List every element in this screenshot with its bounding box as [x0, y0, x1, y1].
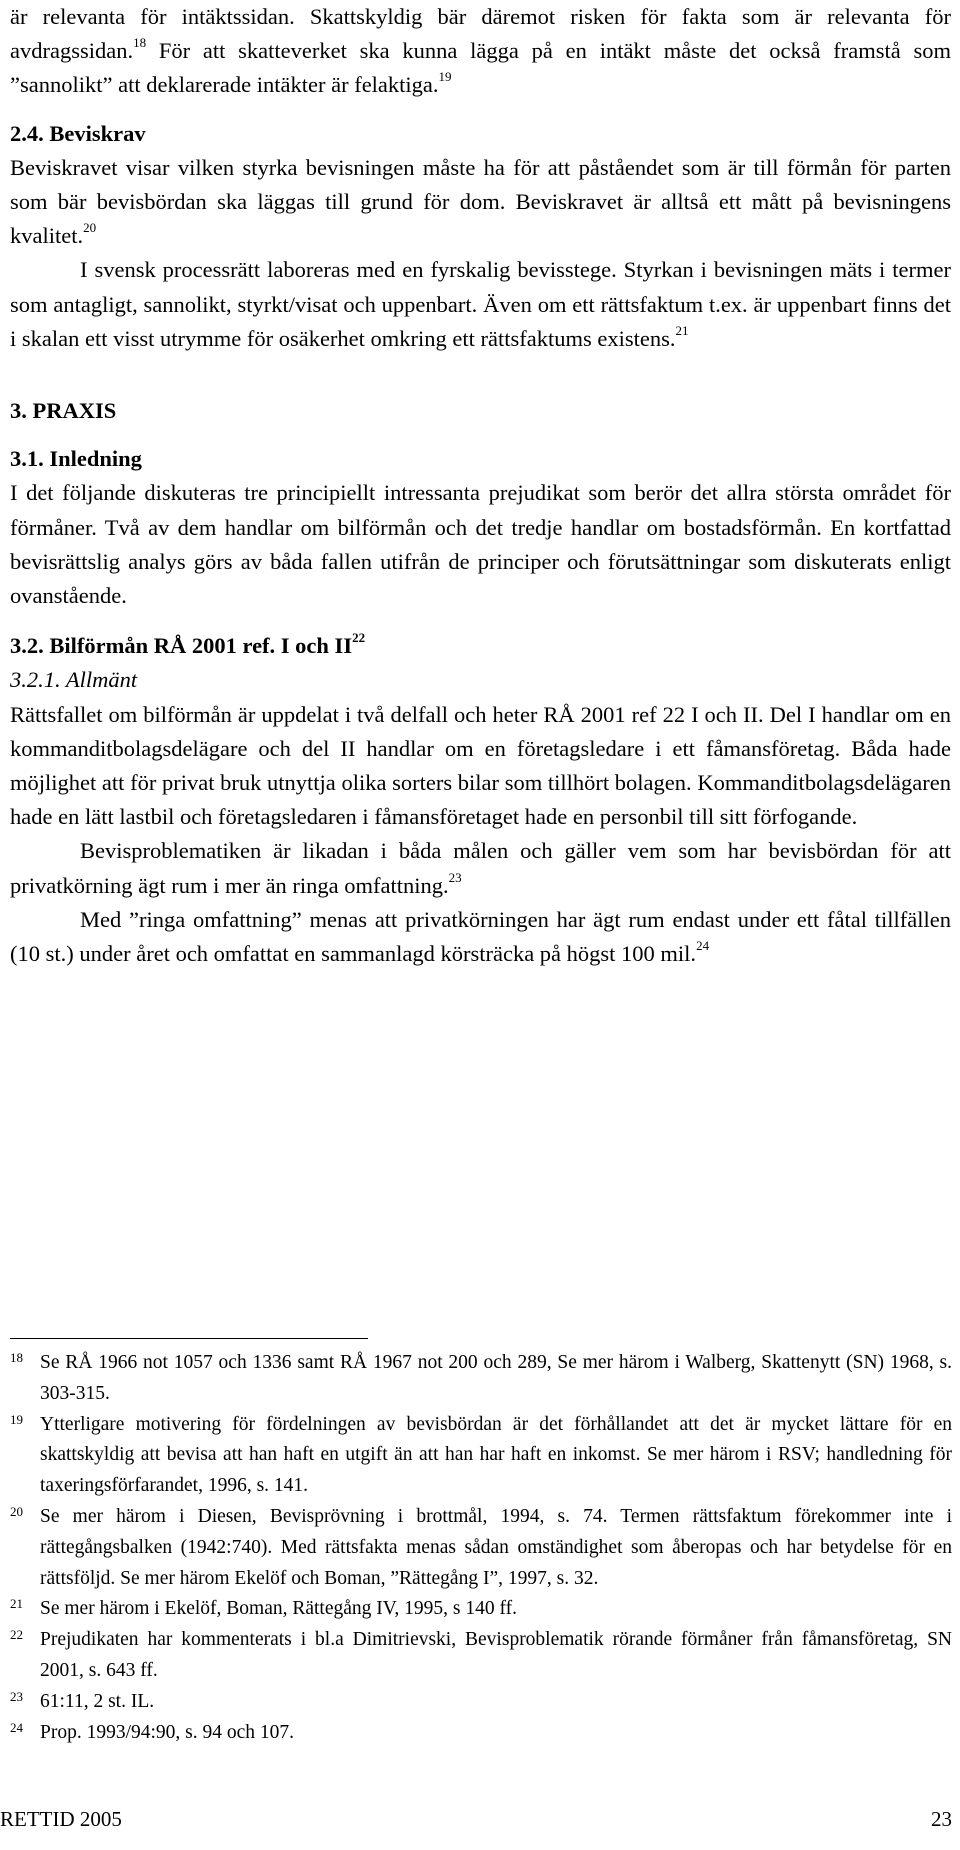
- footnote-text: Ytterligare motivering för fördelningen av bevisbördan är det förhållandet att det är mycket lättare för en skattskyldig att bevisa att han haft en utgift än att han har haft en inkomst. Se mer härom i RSV; handledning för taxeringsförfarandet, 1996, s. 141.: [40, 1413, 952, 1497]
- bevisstege-text: I svensk processrätt laboreras med en fyrskalig bevisstege. Styrkan i bevisningen mäts i termer som antagligt, sannolikt, styrkt/visat och uppenbart. Även om ett rättsfaktum t.ex. är uppenbart finns det i skalan ett visst utrymme för osäkerhet omkring ett rättsfaktums existens.: [10, 257, 951, 351]
- footnote-text: Se mer härom i Ekelöf, Boman, Rättegång IV, 1995, s 140 ff.: [40, 1598, 517, 1620]
- footnote-ref-24[interactable]: 24: [696, 938, 710, 954]
- footnotes-section: [10, 1348, 952, 1748]
- bevisproblematik-text: Bevisproblematiken är likadan i båda målen och gäller vem som har bevisbördan för att privatkörning ägt rum i mer än ringa omfattning.: [10, 838, 951, 898]
- footnote-number: 21: [10, 1596, 23, 1612]
- footnote-number: 24: [10, 1719, 23, 1735]
- footnote-19: [10, 1410, 952, 1502]
- footnote-ref-21[interactable]: 21: [675, 322, 689, 338]
- page-footer: [0, 1804, 952, 1834]
- beviskrav-text: Beviskravet visar vilken styrka bevisningen måste ha för att påståendet som är till förmån för parten som bär bevisbördan ska läggas till grund för dom. Beviskravet är alltså ett mått på bevisningens kvalitet.: [10, 154, 951, 249]
- footnote-text: Prop. 1993/94:90, s. 94 och 107.: [40, 1721, 295, 1743]
- footnote-ref-23[interactable]: 23: [448, 869, 462, 885]
- bevisstege-paragraph: [10, 253, 951, 356]
- intro-text-continued: För att skatteverket ska kunna lägga på en intäkt måste det också framstå som ”sannolikt” att deklarerade intäkter är felaktiga.: [10, 38, 951, 98]
- footnote-number: 22: [10, 1627, 23, 1643]
- section-heading-3-2: [10, 629, 951, 663]
- footnote-ref-22[interactable]: 22: [352, 630, 366, 646]
- footnote-number: 18: [10, 1350, 23, 1365]
- subsection-heading-3-2-1: 3.2.1. Allmänt: [10, 667, 138, 693]
- section-heading-3-2-text: 3.2. Bilförmån RÅ 2001 ref. I och II: [10, 633, 353, 659]
- allmant-paragraph: Rättsfallet om bilförmån är uppdelat i två delfall och heter RÅ 2001 ref 22 I och II. Del I handlar om en kommanditbolagsdelägare och del II handlar om en företagsledare i ett fåmansföretag. Båda hade möjlighet att för privat bruk utnyttja olika sorters bilar som tillhört bolagen. Kommanditbolagsdelägaren hade en lätt lastbil och företagsledaren i fåmansföretaget hade en personbil till sitt förfogande.: [10, 701, 951, 830]
- inledning-paragraph: I det följande diskuteras tre principiellt intressanta prejudikat som berör det allra största området för förmåner. Två av dem handlar om bilförmån och det tredje handlar om bostadsförmån. En kortfattad bevisrättslig analys görs av båda fallen utifrån de principer och förutsättningar som diskuterats enligt ovanstående.: [10, 480, 951, 609]
- footnote-number: 20: [10, 1503, 23, 1519]
- chapter-heading-3: 3. PRAXIS: [10, 398, 117, 424]
- footnote-21: [10, 1594, 952, 1625]
- page-number: 23: [931, 1807, 952, 1831]
- main-text: [10, 0, 951, 971]
- footnote-23: [10, 1687, 952, 1718]
- ringa-omfattning-text: Med ”ringa omfattning” menas att privatkörningen har ägt rum endast under ett fåtal tillfällen (10 st.) under året och omfattat en sammanlagd körsträcka på högst 100 mil.: [10, 906, 951, 967]
- intro-text: är relevanta för intäktssidan. Skattskyldig bär däremot risken för fakta som är relevanta för avdragssidan.: [10, 4, 951, 64]
- footnote-ref-19[interactable]: 19: [438, 69, 452, 85]
- footnote-ref-20[interactable]: 20: [83, 220, 97, 236]
- footnote-text: Prejudikaten har kommenterats i bl.a Dimitrievski, Bevisproblematik rörande förmåner från fåmansföretag, SN 2001, s. 643 ff.: [40, 1629, 952, 1681]
- footnote-ref-18[interactable]: 18: [133, 35, 147, 51]
- journal-name: RETTID 2005: [0, 1807, 122, 1831]
- section-heading-2-4: 2.4. Beviskrav: [10, 120, 146, 146]
- intro-paragraph: [10, 0, 951, 103]
- footnote-text: Se RÅ 1966 not 1057 och 1336 samt RÅ 1967 not 200 och 289, Se mer härom i Walberg, Skattenytt (SN) 1968, s. 303-315.: [40, 1352, 952, 1404]
- footnote-separator: [10, 1338, 368, 1339]
- footnote-24: [10, 1718, 952, 1749]
- bevisproblematik-paragraph: [10, 834, 951, 902]
- section-heading-3-1: 3.1. Inledning: [10, 446, 142, 472]
- beviskrav-paragraph: [10, 151, 951, 254]
- footnote-22: [10, 1625, 952, 1687]
- footnote-text: 61:11, 2 st. IL.: [40, 1690, 155, 1712]
- footnote-text: Se mer härom i Diesen, Bevisprövning i brottmål, 1994, s. 74. Termen rättsfaktum förekommer inte i rättegångsbalken (1942:740). Med rättsfakta menas sådan omständighet som åberopas och har betydelse för en rättsföljd. Se mer härom Ekelöf och Boman, ”Rättegång I”, 1997, s. 32.: [40, 1505, 952, 1589]
- footnote-18: [10, 1348, 952, 1410]
- footnote-number: 19: [10, 1411, 23, 1427]
- footnote-number: 23: [10, 1688, 23, 1704]
- footnote-20: [10, 1502, 952, 1594]
- ringa-omfattning-paragraph: [10, 903, 951, 971]
